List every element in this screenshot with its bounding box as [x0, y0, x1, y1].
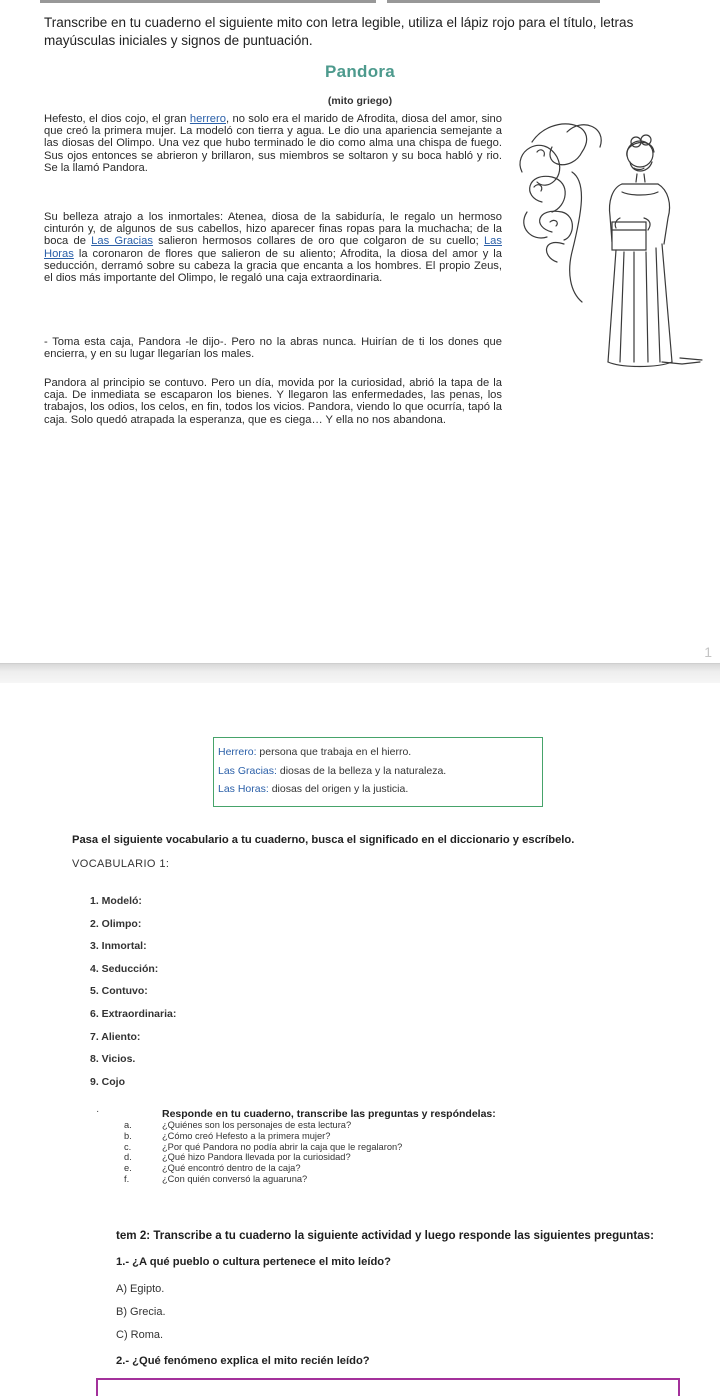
vocabulary-item: 4. Seducción:: [90, 962, 159, 975]
vocabulary-list: [90, 895, 176, 1098]
question-text: ¿Qué hizo Pandora llevada por la curiosidad?: [162, 1152, 351, 1163]
question-text: ¿Qué encontró dentro de la caja?: [162, 1163, 301, 1174]
question-2: 2.- ¿Qué fenómeno explica el mito recién leído?: [116, 1355, 370, 1367]
question-letter: f.: [124, 1173, 130, 1184]
myth-paragraph-2: [44, 211, 502, 284]
question-item: [124, 1131, 402, 1142]
vocabulary-item: 2. Olimpo:: [90, 917, 142, 930]
vocabulary-item: 7. Aliento:: [90, 1030, 141, 1043]
question-letter: e.: [124, 1163, 132, 1174]
glossary-link-herrero[interactable]: herrero: [189, 113, 226, 125]
glossary-definition: diosas de la belleza y la naturaleza.: [276, 764, 447, 777]
glossary-term: Las Horas:: [218, 783, 269, 795]
myth-paragraph-3: - Toma esta caja, Pandora -le dijo-. Pero no la abras nunca. Huirían de ti los dones que encierra, y en su lugar llegarían los males.: [44, 336, 502, 361]
bullet-point: ·: [96, 1106, 100, 1117]
myth-subtitle: (mito griego): [327, 95, 393, 107]
paragraph-text: Hefesto, el dios cojo, el gran: [44, 113, 190, 125]
scanned-top-edge: [0, 0, 720, 6]
question-item: [124, 1142, 402, 1153]
glossary-definition: persona que trabaja en el hierro.: [256, 746, 412, 758]
question-item: [124, 1152, 402, 1163]
vocabulary-item: 5. Contuvo:: [90, 985, 148, 998]
paragraph-text: la coronaron de flores que salieron de su aliento; Afrodita, la diosa del amor y la seducción, derramó sobre su cabeza la gracia que encanta a los hombres. El propio Zeus, el dios más importante del Olimpo, le regaló una caja extraordinaria.: [44, 247, 502, 285]
glossary-link-las-horas[interactable]: Las Horas: [44, 235, 502, 260]
question-letter: c.: [124, 1141, 132, 1152]
question-letter: b.: [124, 1130, 132, 1141]
paragraph-text: Su belleza atrajo a los inmortales: Atenea, diosa de la sabiduría, le regalo un hermoso cinturón y, de algunos de sus cabellos, hizo aparecer finas ropas para la muchacha; de la boca de: [44, 211, 502, 248]
vocabulary-item: 3. Inmortal:: [90, 940, 147, 953]
option-b: B) Grecia.: [116, 1306, 166, 1318]
option-c: C) Roma.: [116, 1329, 164, 1341]
glossary-entry: [218, 743, 542, 762]
question-text: ¿Con quién conversó la aguaruna?: [162, 1173, 308, 1184]
answer-box[interactable]: [96, 1378, 680, 1396]
questions-heading: Responde en tu cuaderno, transcribe las preguntas y respóndelas:: [162, 1108, 496, 1120]
page-number: 1: [704, 644, 712, 660]
glossary-entry: [218, 780, 542, 799]
pandora-with-flowing-hair-icon: [512, 112, 706, 374]
paragraph-text: salieron hermosos collares de oro que colgaron de su cuello;: [152, 235, 484, 248]
cut-off-text-line: [40, 0, 600, 3]
glossary-term: Herrero:: [218, 746, 257, 758]
glossary-definition: diosas del origen y la justicia.: [268, 783, 409, 795]
question-text: ¿Quiénes son los personajes de esta lectura?: [162, 1120, 352, 1130]
myth-title: Pandora: [324, 62, 396, 81]
option-a: A) Egipto.: [116, 1283, 165, 1295]
question-item: [124, 1120, 402, 1131]
vocabulary-item: 1. Modeló:: [90, 895, 142, 907]
question-letter: a.: [124, 1120, 132, 1130]
vocabulary-heading: VOCABULARIO 1:: [72, 858, 170, 870]
question-letter: d.: [124, 1152, 132, 1163]
multiple-choice-question-1: 1.- ¿A qué pueblo o cultura pertenece el mito leído?: [116, 1256, 391, 1268]
glossary-link-las-gracias[interactable]: Las Gracias: [91, 235, 153, 248]
glossary-term: Las Gracias:: [218, 764, 277, 777]
myth-paragraph-4: Pandora al principio se contuvo. Pero un día, movida por la curiosidad, abrió la tapa de la caja. De inmediata se escaparon los bienes. Y llegaron las enfermedades, las penas, los trabajos, los odios, los celos, en fin, todos los vicios. Pandora, viendo lo que ocurría, tapó la caja. Solo quedó atrapada la esperanza, que es ciega… Y ella no nos abandona.: [44, 377, 502, 426]
page-break: [0, 663, 720, 683]
question-text: ¿Cómo creó Hefesto a la primera mujer?: [162, 1130, 331, 1141]
transcription-instructions: Transcribe en tu cuaderno el siguiente mito con letra legible, utiliza el lápiz rojo para el título, letras mayúsculas iniciales y signos de puntuación.: [44, 15, 634, 48]
glossary-box: [213, 737, 543, 807]
questions-list: [124, 1120, 402, 1185]
question-item: [124, 1174, 402, 1185]
question-text: ¿Por qué Pandora no podía abrir la caja que le regalaron?: [162, 1141, 403, 1152]
glossary-entry: [218, 762, 542, 781]
vocabulary-item: 9. Cojo: [90, 1075, 126, 1088]
vocabulary-instructions: Pasa el siguiente vocabulario a tu cuaderno, busca el significado en el diccionario y escríbelo.: [72, 834, 575, 846]
item-2-heading: tem 2: Transcribe a tu cuaderno la siguiente actividad y luego responde las siguientes preguntas:: [116, 1229, 654, 1242]
vocabulary-item: 6. Extraordinaria:: [90, 1007, 177, 1020]
question-item: [124, 1163, 402, 1174]
vocabulary-item: 8. Vicios.: [90, 1053, 136, 1066]
myth-paragraph-1: [44, 113, 502, 174]
paragraph-text: , no solo era el marido de Afrodita, diosa del amor, sino que creó la primera mujer. La modeló con tierra y agua. Le dio una apariencia semejante a las diosas del Olimpo. Una vez que hubo terminado le dio como alma una chispa de fuego. Sus ojos entonces se abrieron y brillaron, sus miembros se soltaron y su boca habló y rio. Se la llamó Pandora.: [44, 113, 502, 174]
